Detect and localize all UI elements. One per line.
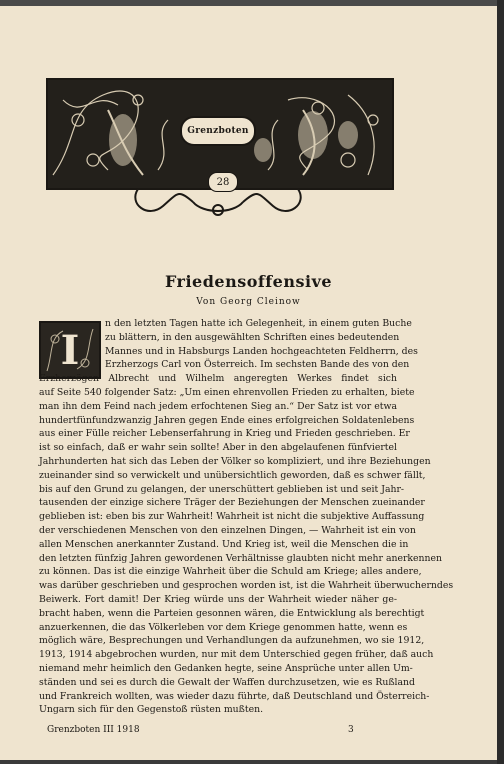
footer-page-number: 3 [348, 725, 354, 735]
ornament-scrollwork [118, 184, 318, 224]
body-line: möglich wäre, Besprechungen und Verhandlungen da aufzunehmen, wo sie 1912, [39, 635, 425, 647]
body-line: anzuerkennen, die das Völkerleben vor dem Kriege genommen hatte, wenn es [39, 621, 408, 633]
body-line: tausenden der einzige sichere Träger der Beziehungen der Menschen zueinander [39, 497, 425, 509]
body-line: der verschiedenen Menschen von den einzelnen Dingen, — Wahrheit ist ein von [39, 525, 416, 536]
body-line: und Frankreich wollten, was wieder dazu führte, daß Deutschland und Österreich- [39, 690, 430, 702]
footer-journal: Grenzboten III 1918 [47, 725, 140, 735]
body-line: Jahrhunderten hat sich das Leben der Völker so kompliziert, und ihre Beziehungen [39, 456, 431, 467]
drop-cap-letter: I [60, 326, 80, 374]
article-byline: Von Georg Cleinow [196, 297, 301, 307]
header-ornament [46, 78, 394, 190]
cartouche: Grenzboten [180, 116, 256, 146]
body-line: hundertfünfundzwanzig Jahren gegen Ende eines erfolgreichen Soldatenlebens [39, 414, 415, 426]
body-line: auf Seite 540 folgender Satz: „Um einen ehrenvollen Frieden zu erhalten, biete [39, 387, 415, 398]
body-line: bracht haben, wenn die Parteien gesonnen wären, die Entwicklung als berechtigt [39, 607, 425, 619]
article-title: Friedensoffensive [164, 272, 333, 291]
body-line: den letzten fünfzig Jahren gewordenen Verhältnisse glaubten nicht mehr anerkennen [39, 552, 443, 564]
body-line: 1913, 1914 abgebrochen wurden, nur mit dem Unterschied gegen früher, daß auch [39, 649, 434, 661]
body-line: bis auf den Grund zu gelangen, der unerschüttert geblieben ist und seit Jahr- [39, 483, 405, 495]
body-line: Erzherzögen Albrecht und Wilhelm angeregten Werkes findet sich [39, 373, 397, 385]
page [0, 6, 497, 760]
body-line: niemand mehr heimlich den Gedanken hegte, seine Ansprüche unter allen Um- [39, 663, 413, 674]
body-line: Erzherzogs Carl von Österreich. Im sechsten Bande des von den [105, 359, 410, 371]
body-line: Beiwerk. Fort damit! Der Krieg würde uns der Wahrheit wieder näher ge- [39, 594, 397, 605]
body-line: man ihn dem Feind nach jedem erfochtenen Sieg an.“ Der Satz ist vor etwa [39, 400, 397, 412]
scan-right-edge [497, 0, 504, 764]
body-line: aus einer Fülle reicher Lebenserfahrung in Krieg und Frieden geschrieben. Er [39, 428, 410, 440]
body-line: Ungarn sich für den Gegenstoß rüsten mußten. [39, 704, 264, 716]
drop-cap [39, 321, 101, 379]
body-line: ständen und sei es durch die Gewalt der Waffen durchzusetzen, wie es Rußland [39, 676, 415, 688]
body-line: zueinander sind so verwickelt und unübersichtlich geworden, daß es schwer fällt, [39, 469, 426, 481]
body-line: ist so einfach, daß er wahr sein sollte! Aber in den abgelaufenen fünfviertel [39, 442, 397, 454]
body-line: n den letzten Tagen hatte ich Gelegenheit, in einem guten Buche [105, 318, 412, 329]
body-line: geblieben ist: eben bis zur Wahrheit! Wahrheit ist nicht die subjektive Auffassung [39, 511, 425, 523]
body-line: Mannes und in Habsburgs Landen hochgeachteten Feldherrn, des [105, 345, 418, 357]
body-line: allen Menschen anerkannter Zustand. Und Krieg ist, weil die Menschen die in [39, 538, 409, 550]
body-line: was darüber geschrieben und gesprochen worden ist, ist die Wahrheit überwucherndes [39, 580, 454, 592]
ornament-number: 28 [208, 172, 238, 192]
body-line: zu können. Das ist die einzige Wahrheit über die Schuld am Kriege; alles andere, [39, 566, 422, 578]
body-line: zu blättern, in den ausgewählten Schriften eines bedeutenden [105, 331, 400, 343]
